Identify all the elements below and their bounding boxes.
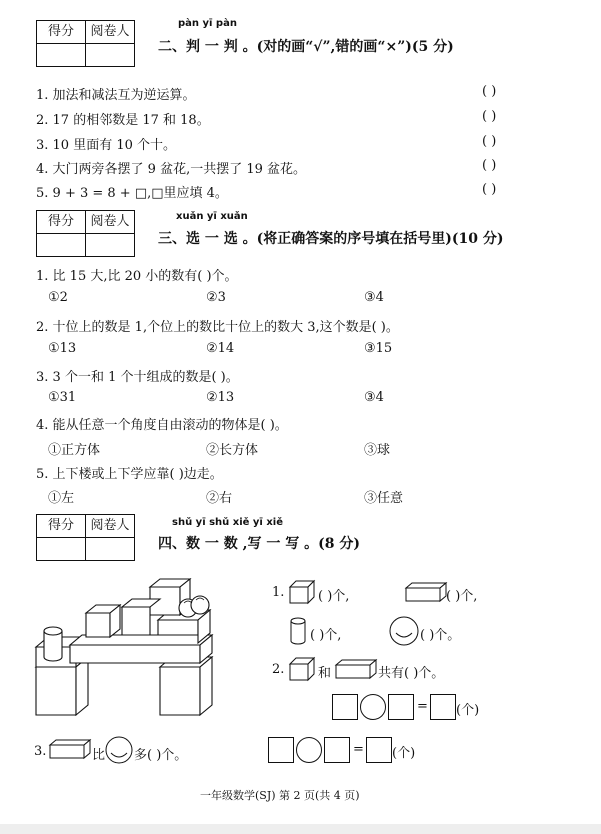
count-cuboid-answer[interactable]: ( )个,: [446, 589, 478, 604]
equation-box[interactable]: [332, 694, 358, 720]
section2-pinyin: pàn yī pàn: [178, 18, 237, 29]
grader-label: 阅卷人: [86, 515, 135, 538]
choice-option: ①左: [48, 491, 75, 506]
choice-option: ②3: [206, 290, 226, 305]
choice-question-5: 5. 上下楼或上下学应靠( )边走。: [36, 467, 223, 482]
score-label: 得分: [37, 211, 86, 234]
grader-cell[interactable]: [86, 538, 135, 561]
score-box-section4: [36, 514, 135, 561]
choice-question-1: 1. 比 15 大,比 20 小的数有( )个。: [36, 269, 238, 284]
equals-sign: =: [417, 699, 428, 714]
q3-compare-text: 比: [92, 748, 106, 763]
q3-difference-answer[interactable]: 多( )个。: [134, 748, 188, 763]
judge-item-4: 4. 大门两旁各摆了 9 盆花,一共摆了 19 盆花。: [36, 162, 307, 177]
count-sphere-answer[interactable]: ( )个。: [420, 628, 461, 643]
cuboid-icon: [334, 658, 378, 680]
count-q2-label: 2.: [272, 662, 285, 677]
cuboid-icon: [48, 738, 92, 760]
judge-item-3: 3. 10 里面有 10 个十。: [36, 138, 177, 153]
equation-box[interactable]: [324, 737, 350, 763]
grader-cell[interactable]: [86, 44, 135, 67]
section4-title: 四、数 一 数 ,写 一 写 。(8 分): [158, 536, 360, 552]
q2-total-answer[interactable]: 共有( )个。: [378, 666, 445, 681]
count-q1-label: 1.: [272, 585, 285, 600]
judge-item-2: 2. 17 的相邻数是 17 和 18。: [36, 113, 210, 128]
choice-option: ③15: [364, 341, 393, 356]
equals-sign: =: [353, 742, 364, 757]
cuboid-icon: [404, 581, 448, 603]
grader-cell[interactable]: [86, 234, 135, 257]
section3-title: 三、选 一 选 。(将正确答案的序号填在括号里)(10 分): [158, 231, 504, 247]
choice-option: ①2: [48, 290, 68, 305]
unit-text: (个): [392, 746, 416, 761]
section3-pinyin: xuǎn yī xuǎn: [176, 211, 248, 222]
result-box[interactable]: [366, 737, 392, 763]
equation-circle[interactable]: [360, 694, 386, 720]
score-cell[interactable]: [37, 538, 86, 561]
equation-box[interactable]: [388, 694, 414, 720]
result-box[interactable]: [430, 694, 456, 720]
bottom-strip: [0, 824, 601, 834]
choice-question-4: 4. 能从任意一个角度自由滚动的物体是( )。: [36, 418, 288, 433]
choice-question-2: 2. 十位上的数是 1,个位上的数比十位上的数大 3,这个数是( )。: [36, 320, 399, 335]
choice-option: ③4: [364, 290, 384, 305]
equation-box[interactable]: [268, 737, 294, 763]
choice-option: ②长方体: [206, 443, 259, 458]
choice-option: ②14: [206, 341, 235, 356]
page-footer: 一年级数学(SJ) 第 2 页(共 4 页): [200, 789, 360, 802]
block-structure-illustration: [30, 575, 230, 725]
sphere-icon: [388, 615, 420, 647]
cube-icon: [288, 656, 318, 682]
section4-pinyin: shǔ yī shǔ xiě yī xiě: [172, 517, 284, 528]
choice-option: ②右: [206, 491, 233, 506]
answer-paren-3[interactable]: ( ): [482, 134, 497, 149]
score-label: 得分: [37, 21, 86, 44]
answer-paren-1[interactable]: ( ): [482, 84, 497, 99]
count-cube-answer[interactable]: ( )个,: [318, 589, 350, 604]
choice-question-3: 3. 3 个一和 1 个十组成的数是( )。: [36, 370, 239, 385]
answer-paren-4[interactable]: ( ): [482, 158, 497, 173]
choice-option: ①13: [48, 341, 77, 356]
score-cell[interactable]: [37, 234, 86, 257]
score-cell[interactable]: [37, 44, 86, 67]
sphere-icon: [104, 735, 134, 765]
choice-option: ③4: [364, 390, 384, 405]
q2-and-text: 和: [318, 666, 332, 681]
choice-option: ③球: [364, 443, 391, 458]
count-cylinder-answer[interactable]: ( )个,: [310, 628, 342, 643]
choice-option: ③任意: [364, 491, 404, 506]
judge-item-5: 5. 9 + 3 = 8 + □,□里应填 4。: [36, 186, 228, 201]
choice-option: ①正方体: [48, 443, 101, 458]
choice-option: ①31: [48, 390, 77, 405]
score-box-section2: [36, 20, 135, 67]
cylinder-icon: [288, 616, 308, 646]
answer-paren-5[interactable]: ( ): [482, 182, 497, 197]
count-q3-label: 3.: [34, 744, 47, 759]
section2-title: 二、判 一 判 。(对的画“√”,错的画“×”)(5 分): [158, 39, 454, 55]
unit-text: (个): [456, 703, 480, 718]
score-box-section3: [36, 210, 135, 257]
judge-item-1: 1. 加法和减法互为逆运算。: [36, 88, 196, 103]
score-label: 得分: [37, 515, 86, 538]
grader-label: 阅卷人: [86, 21, 135, 44]
answer-paren-2[interactable]: ( ): [482, 109, 497, 124]
choice-option: ②13: [206, 390, 235, 405]
grader-label: 阅卷人: [86, 211, 135, 234]
cube-icon: [288, 579, 318, 605]
equation-circle[interactable]: [296, 737, 322, 763]
